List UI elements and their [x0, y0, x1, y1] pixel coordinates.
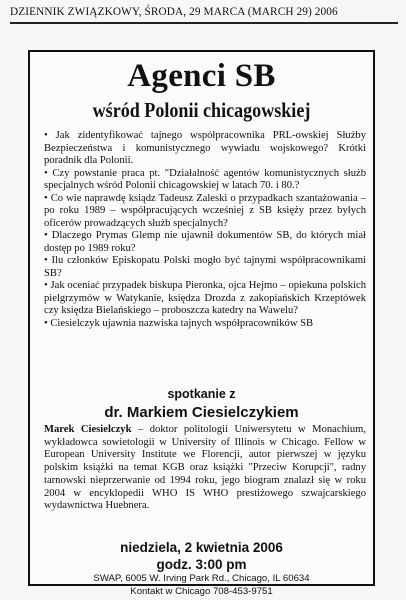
header-divider: [10, 22, 398, 24]
newspaper-header: DZIENNIK ZWIĄZKOWY, ŚRODA, 29 MARCA (MARCH 29) 2006: [10, 6, 338, 18]
meeting-label: spotkanie z: [167, 387, 236, 401]
question-item: • Co wie naprawdę ksiądz Tadeusz Zaleski o przypadkach szantażowania – po roku 1989 – współpracujących wcześniej z SB księży przez byłych oficerów prowadzących służb specjalnych?: [44, 192, 366, 229]
question-item: • Ilu członków Episkopatu Polski mogło być tajnymi współpracownikami SB?: [44, 255, 366, 279]
bio-name: Marek Ciesielczyk: [44, 424, 132, 435]
ad-title: Agenci SB: [127, 58, 276, 94]
question-item: • Ciesielczyk ujawnia nazwiska tajnych współpracowników SB: [44, 317, 314, 329]
ad-subtitle: wśród Polonii chicagowskiej: [92, 98, 311, 122]
event-time: godz. 3:00 pm: [156, 557, 247, 572]
contact-info: Kontakt w Chicago 708-453-9751: [130, 586, 273, 597]
event-date: niedziela, 2 kwietnia 2006: [120, 540, 283, 555]
question-item: • Czy powstanie praca pt. "Działalność agentów komunistycznych służb specjalnych wśród Polonii chicagowskiej w latach 70. i 80.?: [44, 167, 366, 191]
bio-text: – doktor politologii Uniwersytetu w Monachium, wykładowca sowietologii w University of Illinois w Chicago. Fellow w European University Institute we Florencji, autor pierwszej w języku polskim książki na temat KGB oraz książki "Przeciw Korupcji", radny tarnowski nieprzerwanie od 1994 roku, jego biogram znalazł się w roku 2004 w encyklopedii WHO IS WHO prestiżowego szwajcarskiego wydawnictwa Huebnera.: [44, 424, 366, 512]
advertisement-box: [28, 50, 375, 597]
event-address: SWAP, 6005 W. Irving Park Rd., Chicago, IL 60634: [93, 573, 310, 584]
question-list: [44, 130, 366, 330]
speaker-name: dr. Markiem Ciesielczykiem: [104, 404, 299, 421]
question-item: • Jak oceniać przypadek biskupa Pieronka, ojca Hejmo – opiekuna polskich pielgrzymów w Watykanie, księdza Drozda z zakopiańskich Krzeptówek czy księdza Bielańskiego – proboszcza katedry na Wawelu?: [44, 280, 366, 316]
question-item: • Jak zidentyfikować tajnego współpracownika PRL-owskiej Służby Bezpieczeństwa i komunistycznego wywiadu wojskowego? Krótki poradnik dla Polonii.: [44, 130, 366, 166]
question-item: • Dlaczego Prymas Glemp nie ujawnił dokumentów SB, do których miał dostęp po 1989 roku?: [44, 230, 366, 254]
speaker-bio: [44, 424, 366, 513]
